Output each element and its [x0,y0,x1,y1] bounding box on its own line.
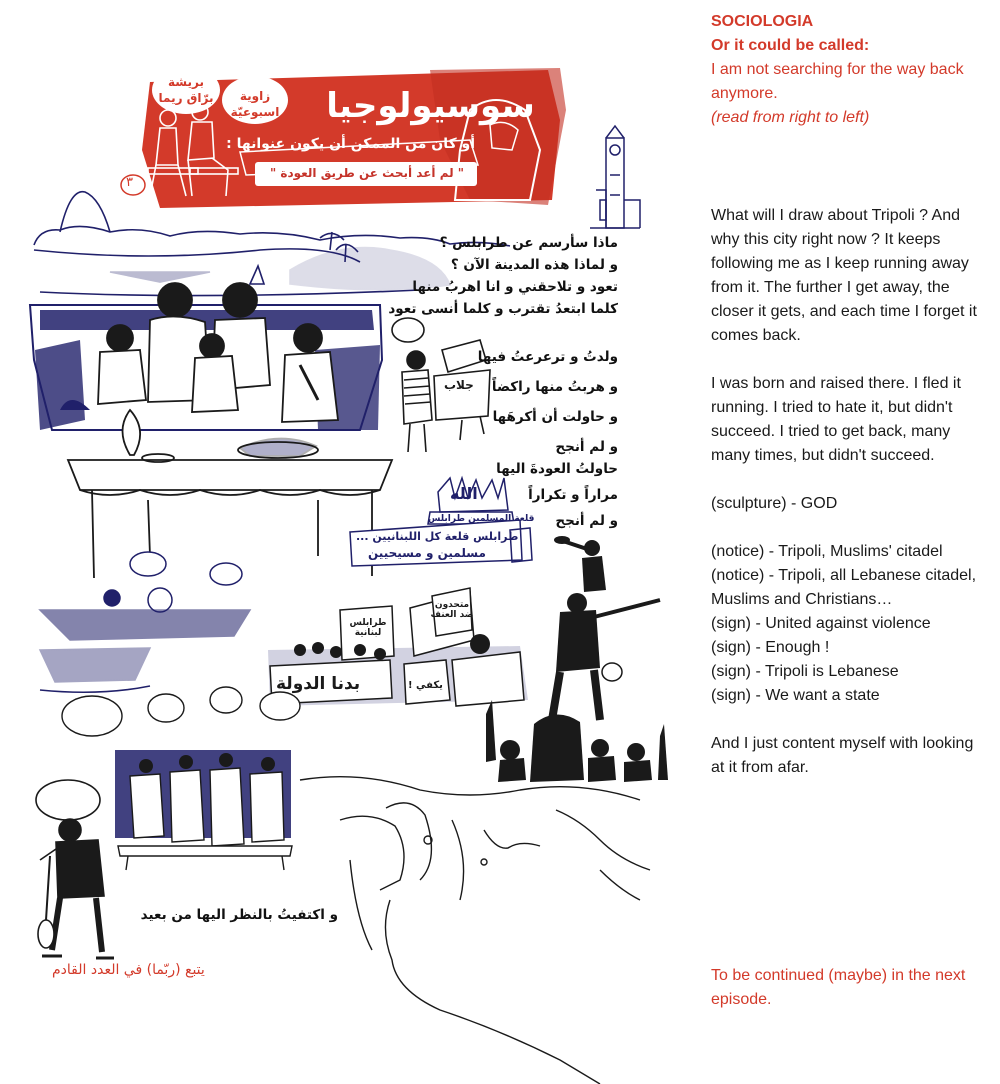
fighters [552,536,660,720]
clock-tower [590,126,640,228]
author-label-line2: برّاق ريما [158,91,214,105]
quote-arabic: " لم أعد أبحث عن طريق العودة " [269,166,465,180]
poem-line: و هربتُ منها راكضاً [491,379,618,395]
poem-line: ماذا سأرسم عن طرابلس ؟ [439,235,618,251]
poem-line: و لم أنجح [555,439,618,455]
paragraph-2: I was born and raised there. I fled it running. I tried to hate it, but didn't succeed. I tried to get back, many many times, but didn't succeed. [711,375,961,464]
coastline-map [300,777,650,1084]
notice-muslims-citadel: قلعة المسلمين طرابلس [428,514,535,524]
sculpture-sign: الله [450,484,478,503]
shop-sign: جلاب [444,378,474,392]
sign-lebanese: طرابلس لبنانية [349,618,387,638]
crowd-silhouettes [486,700,668,782]
poem-line: ولدتُ و ترعرعتُ فيها [477,349,618,365]
paragraph-1: What will I draw about Tripoli ? And why this city right now ? It keeps following me as I keep running away from it. The further I get away, the closer it gets, and each time I forget it comes back. [711,207,977,344]
sign-united: متحدون ضد العنف [430,600,474,620]
column-label [228,88,282,120]
caption-sign-enough: (sign) - Enough ! [711,639,830,656]
caption-sculpture: (sculpture) - GOD [711,495,838,512]
english-title: SOCIOLOGIA [711,13,814,30]
boats [40,552,250,692]
author-label-line1: بريشة [168,75,204,89]
title-block [711,10,991,130]
poem-line: و حاولت أن أكرهَها [492,409,618,425]
caption-notice-1: (notice) - Tripoli, Muslims' citadel [711,543,943,560]
poem-line: و لم أنجح [555,513,618,529]
caption-sign-lebanese: (sign) - Tripoli is Lebanese [711,663,899,680]
poem-line: و لماذا هذه المدينة الآن ؟ [450,257,618,273]
hookah-man [36,780,114,958]
caption-notice-2: (notice) - Tripoli, all Lebanese citadel, Muslims and Christians… [711,567,977,608]
notice-all-lebanese-line2: مسلمين و مسيحيين [368,546,486,560]
notice-all-lebanese-line1: طرابلس قلعة كل اللبنانيين ... [356,530,519,543]
continued-english: To be continued (maybe) in the next episode. [711,967,966,1008]
subtitle-arabic: أو كان من الممكن أن يكون عنوانها : [226,136,475,152]
poem-stanza-2 [478,342,618,462]
english-subtitle: Or it could be called: [711,37,870,54]
caption-sign-united: (sign) - United against violence [711,615,931,632]
sign-we-want-state: بدنا الدولة [276,674,361,694]
poem-ending: و اكتفيتُ بالنظر اليها من بعيد [140,907,338,923]
poem-line: تعود و تلاحقني و انا اهربُ منها [412,279,618,295]
page-number: ٣ [126,175,133,190]
reading-note: (read from right to left) [711,109,870,126]
coffee-table [68,410,392,578]
paragraph-3: And I just content myself with looking at it from afar. [711,735,974,776]
sign-enough: يكفي ! [408,680,443,691]
column-label-line1: زاوية [239,89,271,103]
family-sofa [30,283,382,430]
column-label-line2: اسبوعيّة [230,105,280,119]
body-text [711,204,991,780]
poem-line: حاولتُ العودةَ اليها [496,461,618,477]
title-arabic: سوسيولوجيا [326,86,535,126]
caption-sign-state: (sign) - We want a state [711,687,880,704]
continued-arabic: يتبع (ربّما) في العدد القادم [52,962,205,978]
poem-line: مراراً و تكراراً [528,487,618,503]
author-label [156,74,216,106]
seller-scene [392,318,490,452]
poem-line: كلما ابتعدُ تقترب و كلما أنسى تعود [388,301,618,317]
poem-stanza-1 [388,232,618,320]
english-tagline: I am not searching for the way back anymore. [711,61,964,102]
